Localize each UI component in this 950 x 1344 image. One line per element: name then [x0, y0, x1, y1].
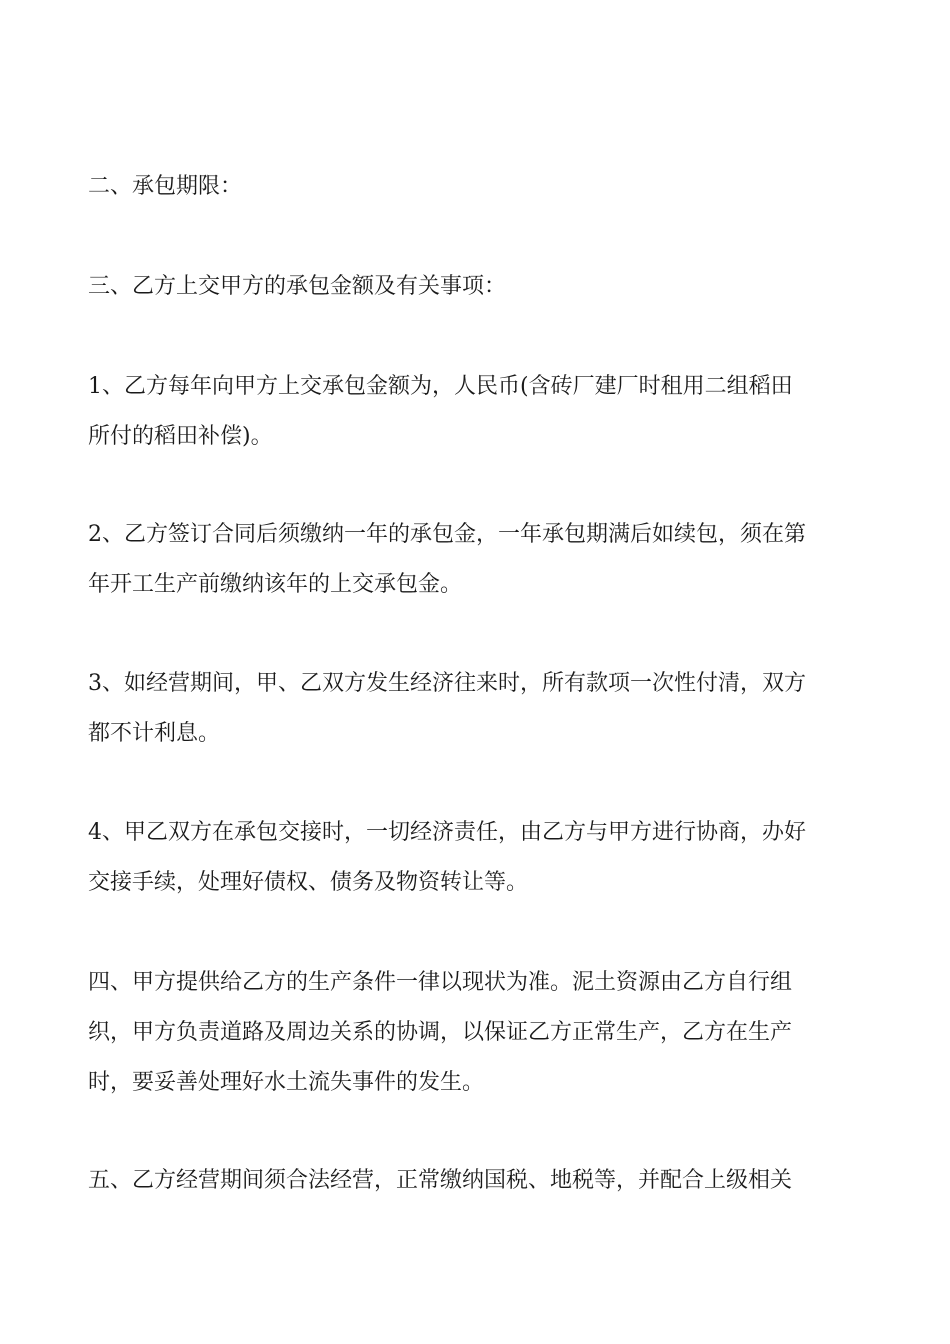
section-four: [88, 958, 868, 1108]
text-line: 交接手续，处理好债权、债务及物资转让等。: [88, 870, 529, 895]
text-line: 时，要妥善处理好水土流失事件的发生。: [88, 1070, 485, 1095]
clause-4: [88, 808, 868, 908]
text-line: 所付的稻田补偿)。: [88, 424, 273, 449]
text-line: 都不计利息。: [88, 721, 221, 746]
section-two-term: [88, 162, 868, 212]
text-line: 五、乙方经营期间须合法经营，正常缴纳国税、地税等，并配合上级相关: [88, 1168, 793, 1193]
text-line: 三、乙方上交甲方的承包金额及有关事项：: [88, 274, 507, 299]
text-line: 2、乙方签订合同后须缴纳一年的承包金，一年承包期满后如续包，须在第: [88, 522, 806, 547]
text-line: 四、甲方提供给乙方的生产条件一律以现状为准。泥土资源由乙方自行组: [88, 970, 793, 995]
text-line: 4、甲乙双方在承包交接时，一切经济责任，由乙方与甲方进行协商，办好: [88, 820, 806, 845]
text-line: 二、承包期限：: [88, 174, 243, 199]
text-line: 3、如经营期间，甲、乙双方发生经济往来时，所有款项一次性付清，双方: [88, 671, 806, 696]
section-five: [88, 1156, 868, 1206]
clause-3: [88, 659, 868, 759]
text-line: 年开工生产前缴纳该年的上交承包金。: [88, 572, 463, 597]
text-line: 织，甲方负责道路及周边关系的协调，以保证乙方正常生产，乙方在生产: [88, 1020, 793, 1045]
clause-2: [88, 510, 868, 610]
clause-1: [88, 362, 868, 462]
text-line: 1、乙方每年向甲方上交承包金额为，人民币(含砖厂建厂时租用二组稻田: [88, 374, 793, 399]
section-three-heading: [88, 262, 868, 312]
